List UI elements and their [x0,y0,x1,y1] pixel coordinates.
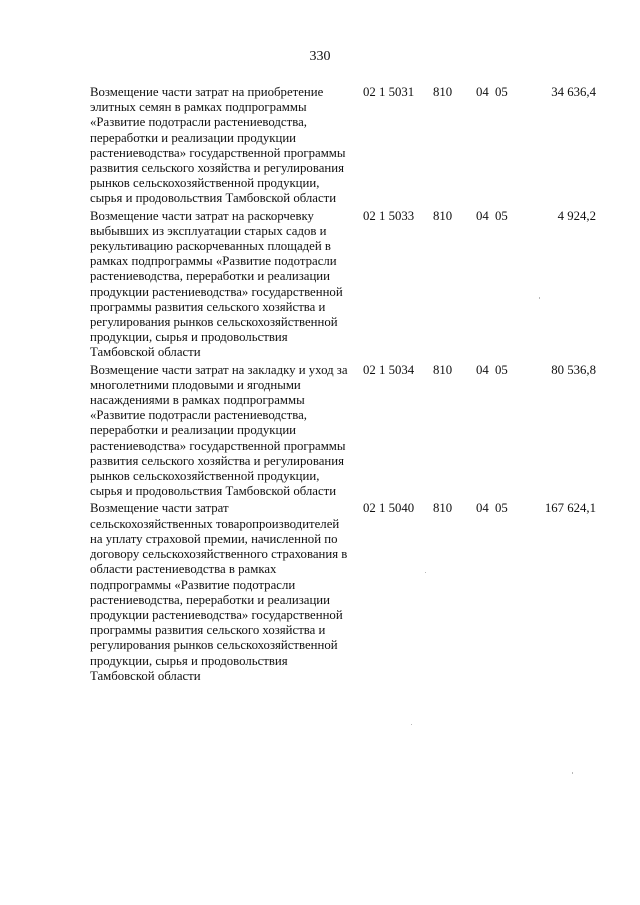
row-amount: 167 624,1 [544,501,596,516]
row-description: Возмещение части затрат на приобретение элитных семян в рамках подпрограммы «Развитие подотрасли растениеводства, переработки и реализации продукции растениеводства» государственной программы развития сельского хозяйства и регулирования рынков сельскохозяйственной продукции, сырья и продовольствия Тамбовской области [90,85,346,206]
scan-speck [539,297,540,299]
row-description: Возмещение части затрат на закладку и уход за многолетними плодовыми и ягодными насаждениями в рамках подпрограммы «Развитие подотрасли растениеводства, переработки и реализации продукции растениеводства» государственной программы развития сельского хозяйства и регулирования рынков сельскохозяйственной продукции, сырья и продовольствия Тамбовской области [90,362,348,499]
row-amount: 34 636,4 [551,85,596,99]
row-amount: 80 536,8 [551,362,596,377]
row-expense-type: 810 [433,501,453,516]
row-section: 04 05 [476,208,508,223]
table-row [90,209,600,361]
budget-table [90,85,600,686]
row-section: 04 05 [476,501,508,516]
row-amount: 4 924,2 [557,208,596,223]
scan-speck [411,724,412,725]
row-expense-type: 810 [433,362,453,377]
row-target-code: 02 1 5040 [363,501,415,516]
row-target-code: 02 1 5034 [363,362,415,377]
page-number: 330 [309,49,331,64]
table-row [90,363,600,500]
table-row [90,85,600,207]
row-target-code: 02 1 5033 [363,208,415,223]
row-section: 04 05 [476,362,508,377]
table-row [90,501,600,683]
scan-speck [572,772,573,774]
row-description: Возмещение части затрат на раскорчевку выбывших из эксплуатации старых садов и рекультивацию раскорчеванных площадей в рамках подпрограммы «Развитие подотрасли растениеводства, переработки и реализации продукции растениеводства» государственной программы развития сельского хозяйства и регулирования рынков сельскохозяйственной продукции, сырья и продовольствия Тамбовской области [90,208,343,360]
row-target-code: 02 1 5031 [363,85,415,99]
row-section: 04 05 [476,85,508,99]
row-expense-type: 810 [433,85,453,99]
scan-speck [425,572,426,573]
row-description: Возмещение части затрат сельскохозяйственных товаропроизводителей на уплату страховой премии, начисленной по договору сельскохозяйственного страхования в области растениеводства в рамках подпрограммы «Развитие подотрасли растениеводства, переработки и реализации продукции растениеводства» государственной программы развития сельского хозяйства и регулирования рынков сельскохозяйственной продукции, сырья и продовольствия Тамбовской области [90,501,348,683]
row-expense-type: 810 [433,208,453,223]
